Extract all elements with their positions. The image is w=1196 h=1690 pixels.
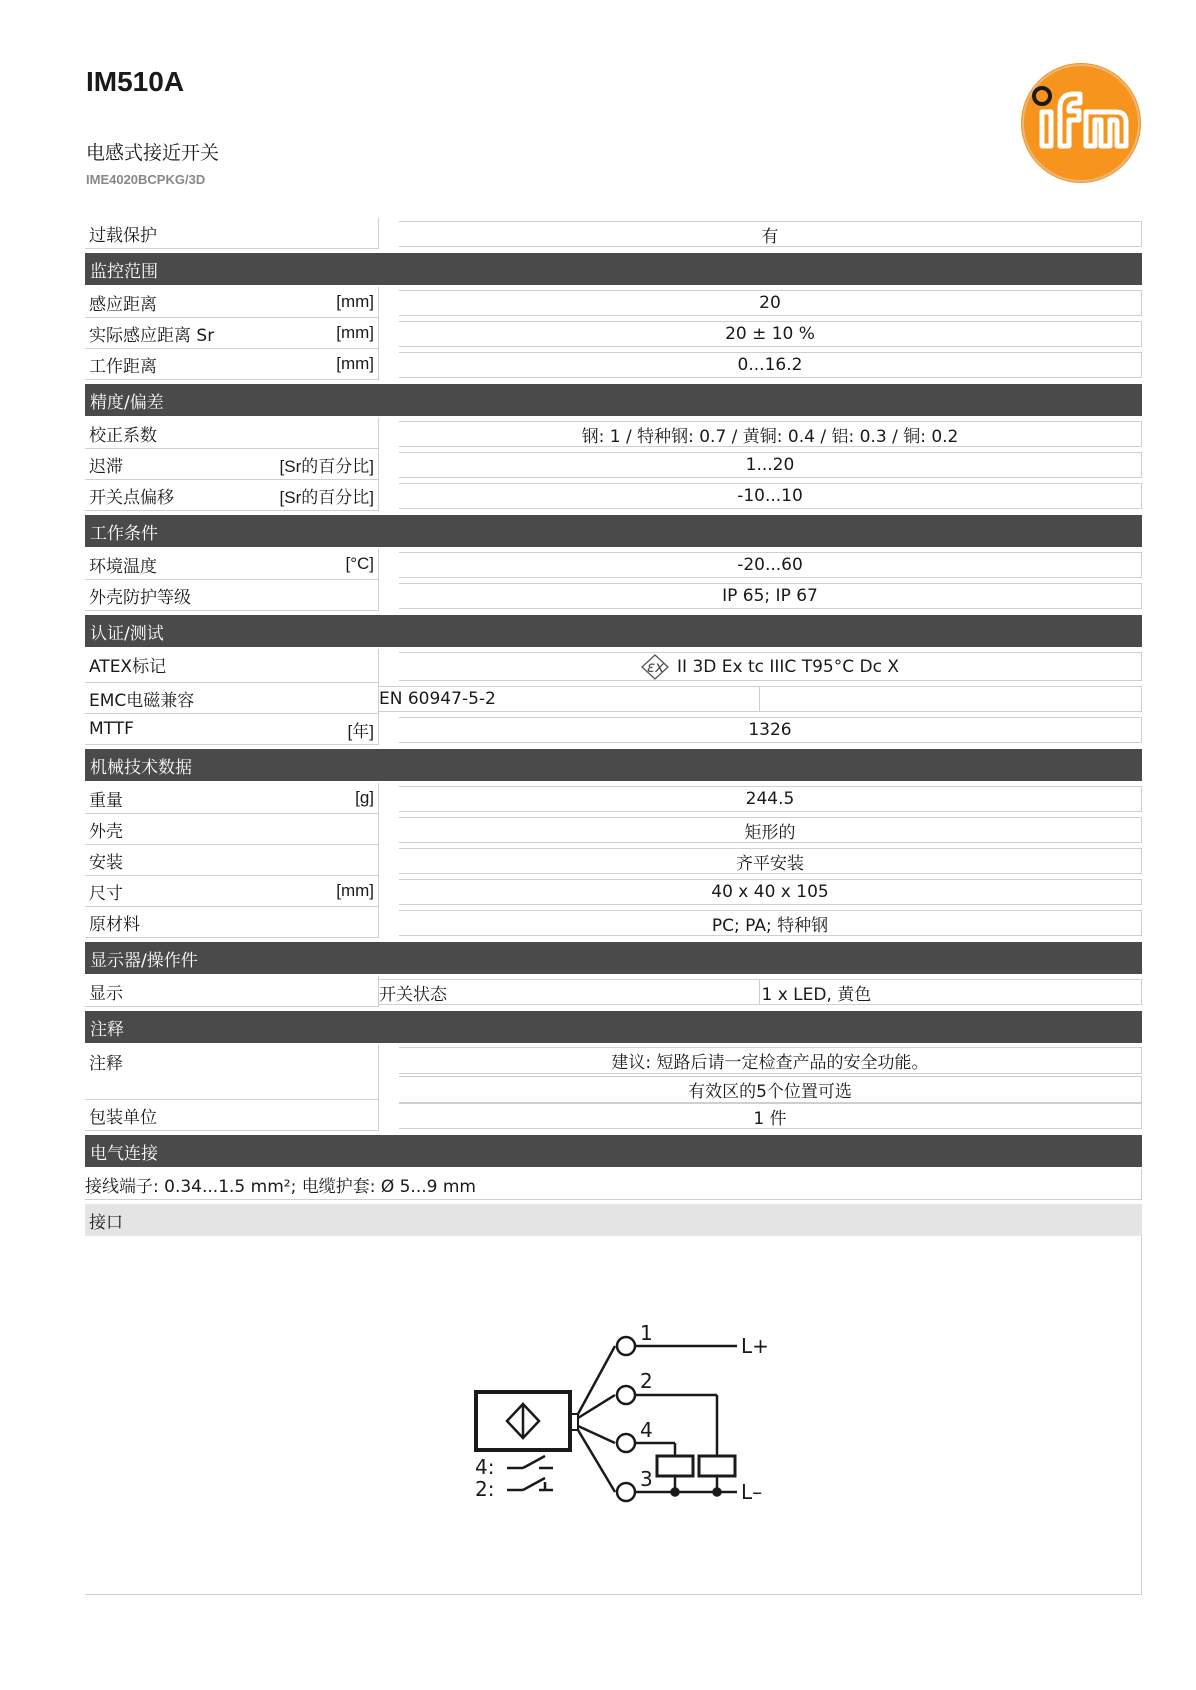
row-label: 外壳防护等级 [89, 587, 191, 608]
table-row [85, 783, 1142, 814]
note-line: 建议: 短路后请一定检查产品的安全功能。 [399, 1047, 1142, 1074]
l-minus-label: L– [741, 1480, 763, 1504]
row-label: 尺寸 [89, 883, 123, 904]
row-value: 有 [399, 221, 1142, 247]
row-label: 感应距离 [89, 294, 157, 315]
row-unit: [°C] [345, 554, 374, 573]
switch-label-2: 2: [475, 1477, 495, 1501]
ifm-logo [1020, 62, 1142, 184]
row-value: 20 [399, 290, 1142, 316]
l-plus-label: L+ [741, 1334, 769, 1358]
row-label: 工作距离 [89, 356, 157, 377]
table-row [85, 907, 1142, 938]
row-value: 1326 [399, 717, 1142, 743]
row-unit: [Sr的百分比] [279, 487, 374, 507]
pin-label-4: 4 [640, 1418, 653, 1442]
atex-value: II 3D Ex tc IIIC T95°C Dc X [677, 656, 899, 677]
row-label: 安装 [89, 852, 123, 873]
row-value: 20 ± 10 % [399, 321, 1142, 347]
row-label: 包装单位 [89, 1107, 157, 1128]
row-unit: [Sr的百分比] [279, 456, 374, 476]
row-mttf [85, 714, 1142, 745]
row-display [85, 976, 1142, 1007]
table-row [85, 845, 1142, 876]
row-label: 外壳 [89, 821, 123, 842]
pin-label-1: 1 [640, 1321, 653, 1345]
terminal-4 [617, 1434, 635, 1452]
row-overload [85, 218, 1142, 249]
section-electrical: 电气连接 [85, 1135, 1142, 1167]
product-code: IME4020BCPKG/3D [86, 172, 206, 187]
row-unit: [mm] [336, 354, 374, 373]
section-operating: 工作条件 [85, 515, 1142, 547]
section-monitoring: 监控范围 [85, 253, 1142, 285]
table-row [85, 349, 1142, 380]
terminal-3 [617, 1483, 635, 1501]
row-value: PC; PA; 特种钢 [399, 910, 1142, 936]
row-label: 过载保护 [89, 225, 157, 246]
row-value: 1 件 [399, 1103, 1142, 1129]
row-label: 迟滞 [89, 456, 123, 477]
row-emc [85, 683, 1142, 714]
row-value [399, 652, 1142, 681]
row-value: IP 65; IP 67 [399, 583, 1142, 609]
product-title: IM510A [86, 66, 185, 97]
wiring-diagram-box [85, 1236, 1142, 1595]
table-row [85, 580, 1142, 611]
row-label: ATEX标记 [89, 657, 167, 677]
section-display: 显示器/操作件 [85, 942, 1142, 974]
row-value: 1...20 [399, 452, 1142, 478]
row-label: 实际感应距离 Sr [89, 325, 215, 346]
table-row [85, 480, 1142, 511]
row-unit: [mm] [336, 323, 374, 342]
row-label: 开关点偏移 [89, 487, 174, 508]
datasheet-table [85, 218, 1142, 1595]
row-packaging [85, 1100, 1142, 1131]
section-accuracy: 精度/偏差 [85, 384, 1142, 416]
row-notes [85, 1045, 1142, 1100]
row-value: 齐平安装 [399, 848, 1142, 874]
load-2 [699, 1456, 735, 1476]
note-line: 有效区的5个位置可选 [399, 1076, 1142, 1103]
row-value: -10...10 [399, 483, 1142, 509]
row-value: 钢: 1 / 特种钢: 0.7 / 黄铜: 0.4 / 铝: 0.3 / 铜: 0.2 [399, 421, 1142, 447]
interface-header: 接口 [85, 1204, 1142, 1236]
section-notes: 注释 [85, 1011, 1142, 1043]
wiring-diagram [455, 1306, 775, 1526]
load-1 [657, 1456, 693, 1476]
pin-label-2: 2 [640, 1369, 653, 1393]
logo-text: ifm [1020, 62, 1022, 63]
empty-cell [760, 686, 1143, 712]
table-row [85, 449, 1142, 480]
product-subtitle: 电感式接近开关 [86, 142, 220, 164]
terminal-1 [617, 1337, 635, 1355]
row-unit: [mm] [336, 881, 374, 900]
section-mechanical: 机械技术数据 [85, 749, 1142, 781]
row-value: 0...16.2 [399, 352, 1142, 378]
row-unit: [年] [347, 721, 374, 741]
row-label: 重量 [89, 790, 123, 811]
row-value: 244.5 [399, 786, 1142, 812]
row-value: 1 x LED, 黄色 [760, 979, 1143, 1005]
row-value: 矩形的 [399, 817, 1142, 843]
row-atex [85, 649, 1142, 683]
terminal-2 [617, 1386, 635, 1404]
electrical-connection-text: 接线端子: 0.34...1.5 mm²; 电缆护套: Ø 5...9 mm [85, 1169, 1142, 1200]
row-label: 环境温度 [89, 556, 157, 577]
row-unit: [mm] [336, 292, 374, 311]
table-row [85, 876, 1142, 907]
row-value: -20...60 [399, 552, 1142, 578]
row-label: 原材料 [89, 914, 140, 935]
table-row [85, 814, 1142, 845]
row-label: 显示 [89, 983, 123, 1004]
table-row [85, 418, 1142, 449]
row-label: 校正系数 [89, 425, 157, 446]
row-label: 注释 [89, 1054, 123, 1074]
table-row [85, 318, 1142, 349]
row-value: EN 60947-5-2 [379, 686, 760, 712]
row-value: 40 x 40 x 105 [399, 879, 1142, 905]
pin-label-3: 3 [640, 1467, 653, 1491]
table-row [85, 549, 1142, 580]
row-unit: [g] [355, 788, 374, 807]
atex-ex-icon: εx [641, 654, 669, 680]
table-row [85, 287, 1142, 318]
switch-label-4: 4: [475, 1455, 495, 1479]
section-certification: 认证/测试 [85, 615, 1142, 647]
row-sublabel: 开关状态 [379, 979, 760, 1005]
row-label: MTTF [89, 719, 134, 739]
row-label: EMC电磁兼容 [89, 690, 195, 711]
